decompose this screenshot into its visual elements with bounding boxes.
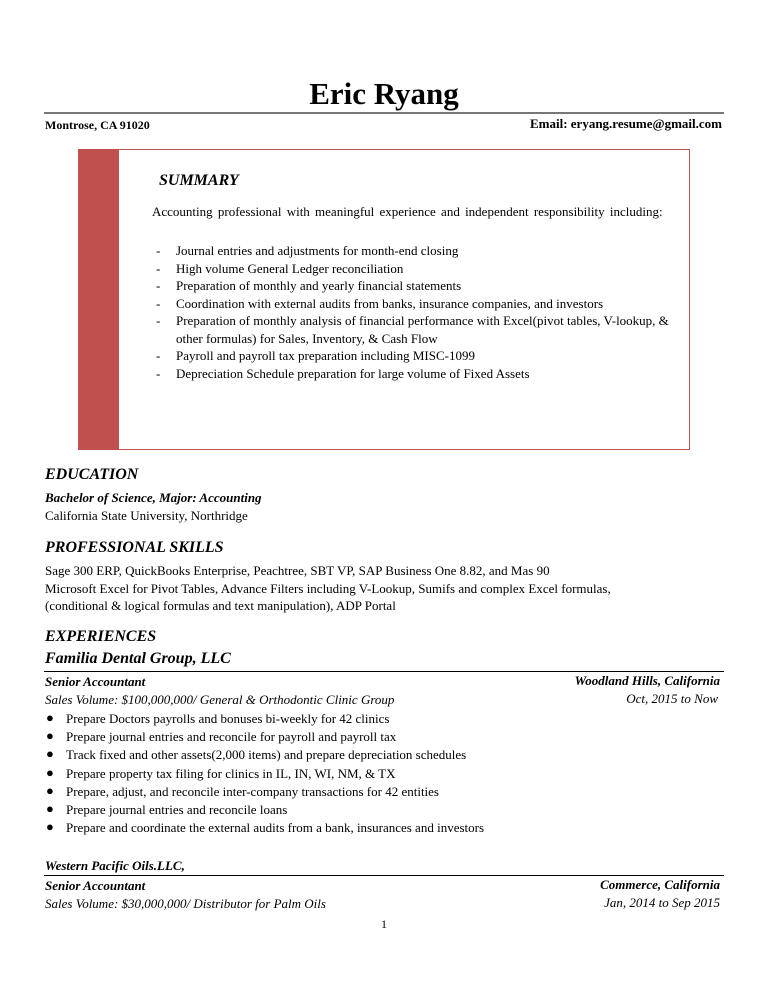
summary-box: [78, 149, 690, 450]
skills-line: Sage 300 ERP, QuickBooks Enterprise, Peachtree, SBT VP, SAP Business One 8.82, and Mas 90: [45, 563, 550, 578]
summary-item: - Payroll and payroll tax preparation including MISC-1099: [156, 348, 475, 363]
bullet-icon: ●: [46, 728, 54, 744]
list-item: ● Prepare and coordinate the external audits from a bank, insurances and investors: [46, 819, 485, 836]
contact-location: Montrose, CA 91020: [45, 118, 150, 132]
job-sales-volume: Sales Volume: $30,000,000/ Distributor for Palm Oils: [45, 896, 326, 911]
list-item: ● Prepare, adjust, and reconcile inter-company transactions for 42 entities: [46, 782, 439, 799]
page-number: 1: [381, 917, 387, 931]
contact-email: Email: eryang.resume@gmail.com: [529, 116, 722, 131]
summary-item: - Journal entries and adjustments for month-end closing: [156, 243, 459, 258]
summary-item: - Preparation of monthly analysis of financial performance with Excel(pivot tables, V-lookup, & other formulas) for Sales, Inventory, & Cash Flow: [156, 313, 669, 346]
skills-title: PROFESSIONAL SKILLS: [45, 539, 224, 556]
list-item: ● Prepare Doctors payrolls and bonuses bi-weekly for 42 clinics: [46, 710, 390, 726]
bullet-icon: ●: [46, 746, 54, 762]
bullet-icon: ●: [46, 782, 54, 798]
list-item: ● Track fixed and other assets(2,000 items) and prepare depreciation schedules: [46, 746, 467, 763]
job-location: Commerce, California: [600, 877, 720, 892]
experiences-title: EXPERIENCES: [45, 628, 157, 645]
job-role: Senior Accountant: [45, 878, 146, 893]
skills-line: (conditional & logical formulas and text manipulation), ADP Portal: [45, 598, 396, 613]
summary-item: - Coordination with external audits from banks, insurance companies, and investors: [156, 295, 604, 311]
job-divider: [44, 875, 724, 876]
job-company: Familia Dental Group, LLC: [45, 650, 231, 667]
bullet-icon: ●: [46, 801, 54, 817]
summary-item: - Depreciation Schedule preparation for large volume of Fixed Assets: [156, 365, 530, 381]
list-item: ● Prepare property tax filing for clinics in IL, IN, WI, NM, & TX: [46, 764, 396, 781]
list-item: ● Prepare journal entries and reconcile loans: [46, 801, 288, 818]
bullet-icon: ●: [46, 710, 54, 725]
summary-title: SUMMARY: [159, 172, 239, 189]
job-dates: Jan, 2014 to Sep 2015: [604, 895, 720, 910]
education-title: EDUCATION: [45, 466, 139, 483]
job-role: Senior Accountant: [45, 674, 146, 689]
job-dates: Oct, 2015 to Now: [626, 691, 718, 706]
job-company: Western Pacific Oils.LLC,: [45, 858, 185, 873]
bullet-icon: ●: [46, 764, 54, 780]
job-sales-volume: Sales Volume: $100,000,000/ General & Orthodontic Clinic Group: [45, 692, 395, 707]
job-location: Woodland Hills, California: [574, 673, 720, 688]
resume-name: Eric Ryang: [309, 76, 459, 111]
summary-item: - Preparation of monthly and yearly financial statements: [156, 278, 462, 293]
list-item: ● Prepare journal entries and reconcile for payroll and payroll tax: [46, 728, 397, 745]
job-duties-list: [45, 710, 735, 837]
skills-line: Microsoft Excel for Pivot Tables, Advance Filters including V-Lookup, Sumifs and complex Excel formulas,: [45, 581, 611, 596]
header-divider: [44, 112, 724, 114]
summary-intro: Accounting professional with meaningful experience and independent responsibility including:: [152, 204, 663, 219]
education-degree: Bachelor of Science, Major: Accounting: [45, 490, 262, 505]
education-school: California State University, Northridge: [45, 508, 248, 523]
summary-accent-bar: [79, 150, 119, 449]
job-divider: [44, 671, 724, 672]
summary-item: - High volume General Ledger reconciliation: [156, 260, 404, 276]
summary-list: [152, 242, 672, 382]
bullet-icon: ●: [46, 819, 54, 835]
